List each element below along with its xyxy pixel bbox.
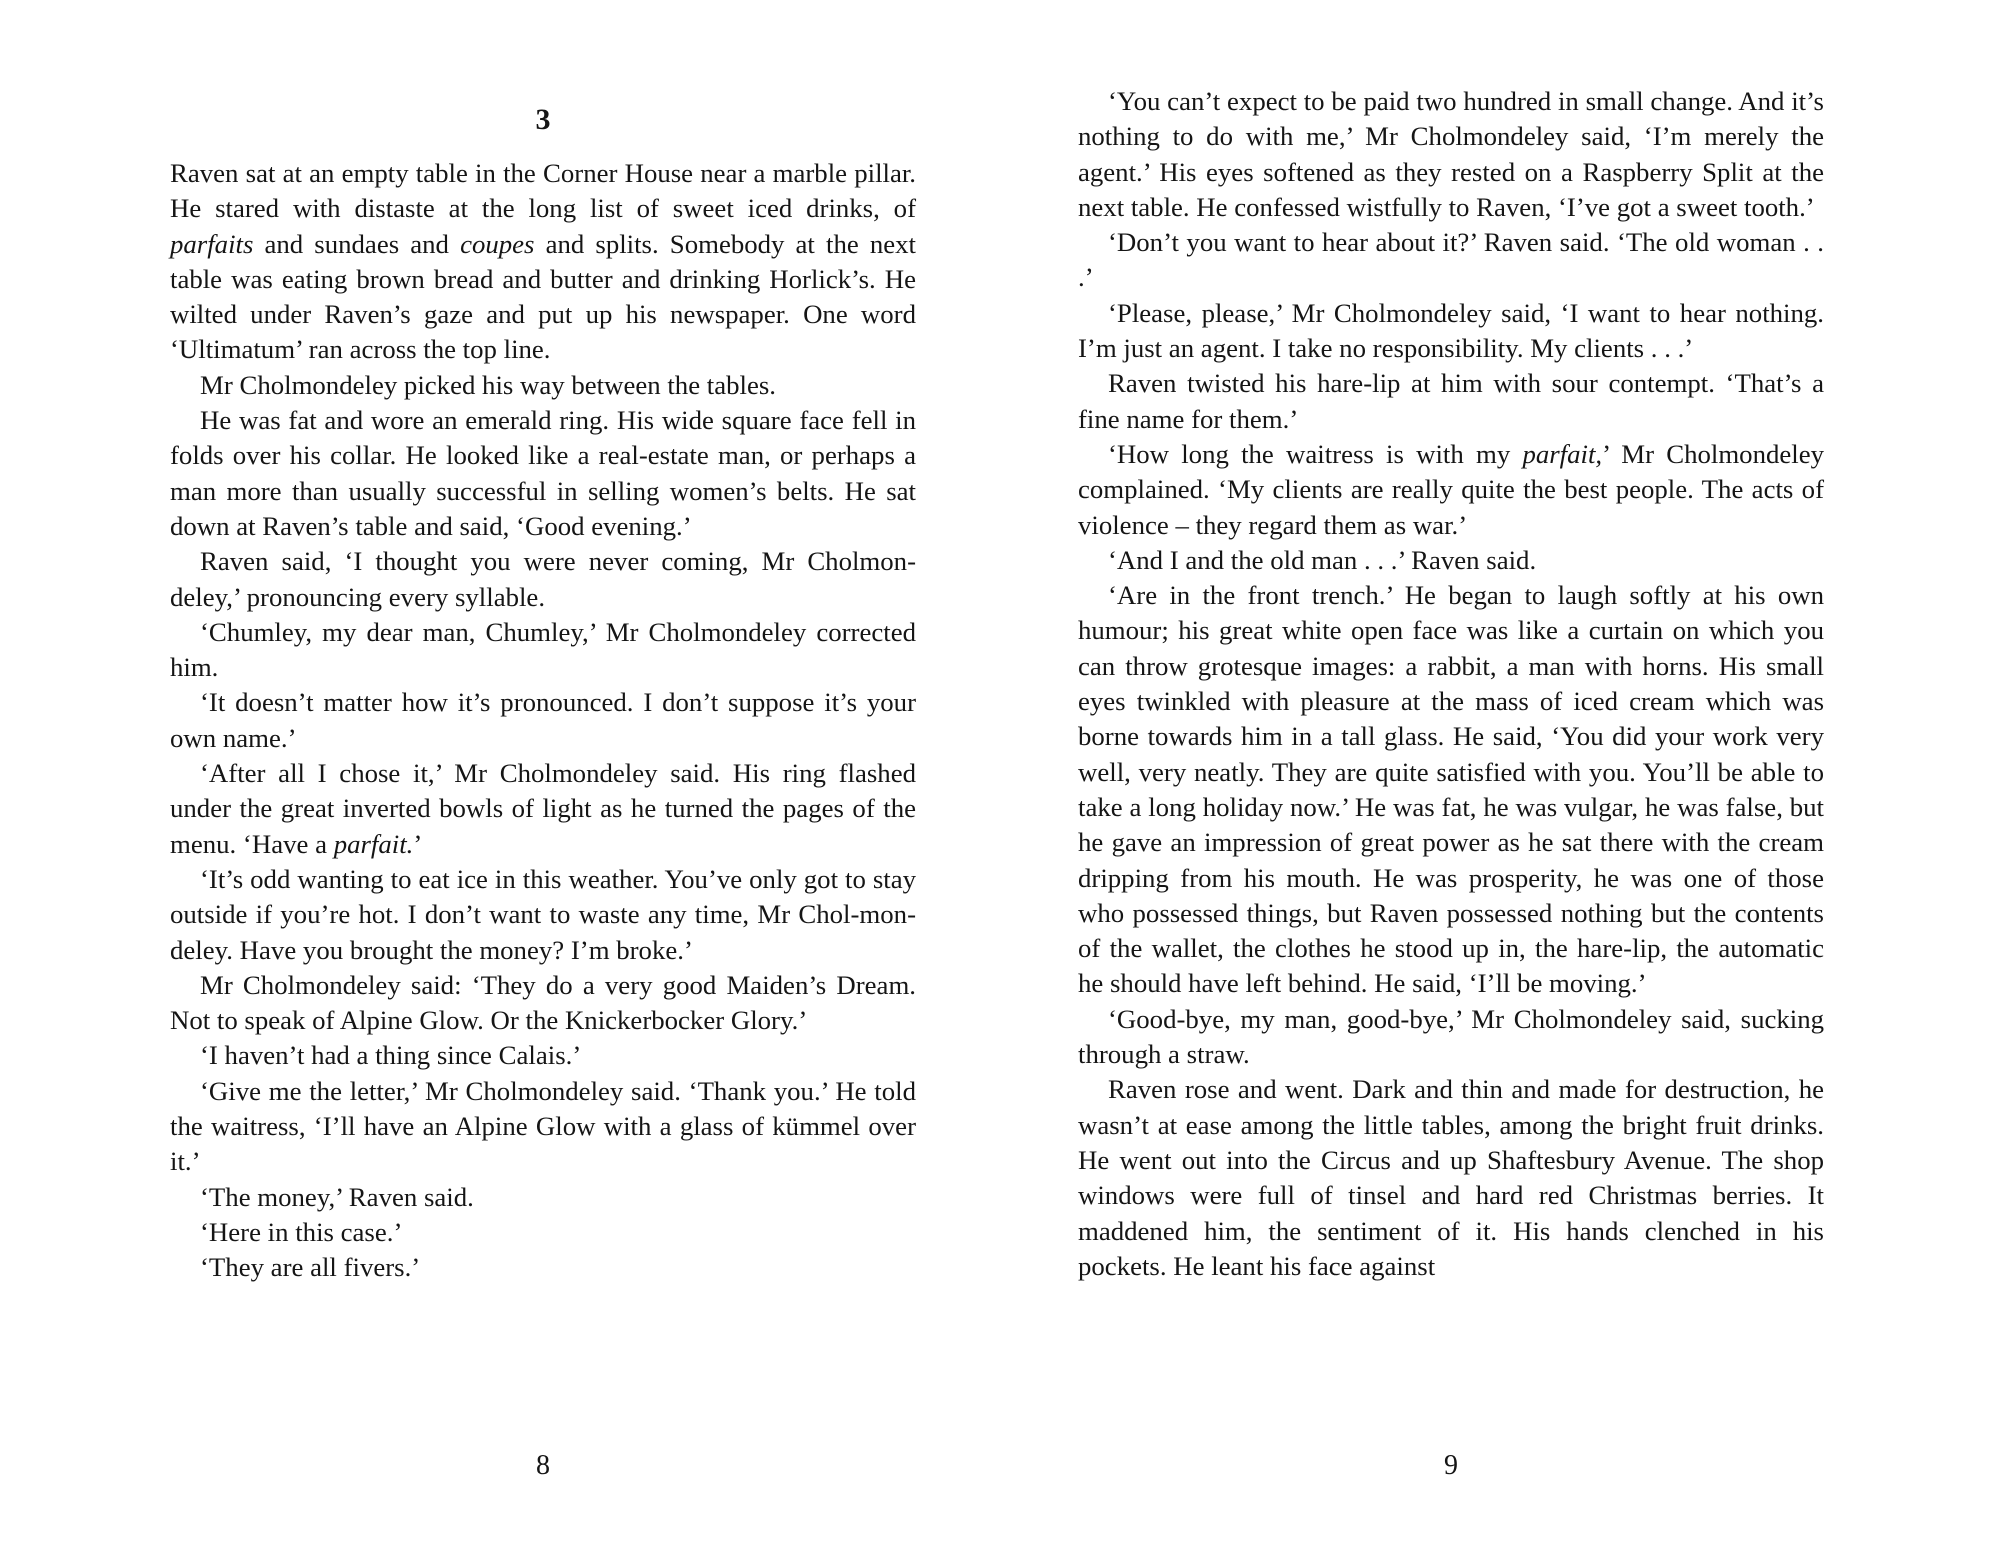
paragraph — [1078, 1002, 1824, 1073]
paragraph — [170, 862, 916, 968]
text-run: ‘Don’t you want to hear about it?’ Raven said. ‘The old woman . . .’ — [1078, 227, 1824, 293]
text-run: ‘You can’t expect to be paid two hundred in small change. And it’s nothing to do with me,’ Mr Cholmondeley said, ‘I’m merely the agent.’ His eyes softened as they rested on a Raspberry Split at the next table. He confessed wistfully to Raven, ‘I’ve got a sweet tooth.’ — [1078, 86, 1824, 222]
chapter-number: 3 — [535, 103, 551, 136]
text-run: Mr Cholmondeley picked his way between the tables. — [200, 369, 776, 400]
paragraph — [170, 756, 916, 862]
paragraph — [1078, 1072, 1824, 1284]
text-run: Raven rose and went. Dark and thin and made for destruction, he wasn’t at ease among the little tables, among the bright fruit drinks. He went out into the Circus and up Shaftesbury Avenue. The shop windows were full of tinsel and hard red Christmas berries. It maddened him, the sentiment of it. His hands clenched in his pockets. He leant his face against — [1078, 1074, 1824, 1281]
paragraph — [1078, 225, 1824, 296]
paragraph — [170, 1250, 916, 1285]
paragraph — [170, 544, 916, 615]
paragraph — [1078, 296, 1824, 367]
left-page-body — [170, 156, 916, 1286]
text-run: ‘After all I chose it,’ Mr Cholmondeley said. His ring flashed under the great inverted bowls of light as he turned the pages of the menu. ‘Have a — [170, 758, 916, 859]
text-run: ‘Good-bye, my man, good-bye,’ Mr Cholmondeley said, sucking through a straw. — [1078, 1003, 1824, 1070]
text-run: ‘The money,’ Raven said. — [200, 1181, 474, 1212]
text-run: Raven sat at an empty table in the Corner House near a marble pillar. He stared with distaste at the long list of sweet iced drinks, of — [170, 158, 916, 224]
text-run: ‘It’s odd wanting to eat ice in this weather. You’ve only got to stay outside if you’re hot. I don’t want to waste any time, Mr Chol-mon-deley. Have you brought the money? I’m broke.’ — [170, 863, 916, 965]
text-run: ‘And I and the old man . . .’ Raven said. — [1108, 544, 1537, 575]
paragraph — [1078, 578, 1824, 1002]
paragraph — [1078, 437, 1824, 543]
paragraph — [1078, 366, 1824, 437]
page-number-right: 9 — [1444, 1450, 1458, 1481]
paragraph — [170, 615, 916, 686]
text-run: ‘Here in this case.’ — [200, 1216, 403, 1247]
text-run: ‘They are all fivers.’ — [200, 1252, 421, 1283]
paragraph — [170, 403, 916, 544]
text-run: Raven twisted his hare-lip at him with sour contempt. ‘That’s a fine name for them.’ — [1078, 368, 1824, 434]
italic-run: coupes — [460, 228, 535, 259]
paragraph — [1078, 84, 1824, 225]
text-run: ’ Mr Cholmondeley complained. ‘My clients are really quite the best people. The acts of violence – they regard them as war.’ — [1078, 438, 1824, 540]
text-run: ’ — [413, 828, 423, 859]
page-number-left: 8 — [536, 1450, 550, 1481]
text-run: ‘Please, please,’ Mr Cholmondeley said, ‘I want to hear nothing. I’m just an agent. I take no responsibility. My clients . . .’ — [1078, 297, 1824, 364]
italic-run: parfait, — [1522, 438, 1603, 469]
text-run: He was fat and wore an emerald ring. His wide square face fell in folds over his collar. He looked like a real-estate man, or perhaps a man more than usually successful in selling women’s belts. He sat down at Raven’s table and said, ‘Good evening.’ — [170, 405, 916, 541]
paragraph — [170, 685, 916, 756]
paragraph — [170, 156, 916, 368]
text-run: ‘Chumley, my dear man, Chumley,’ Mr Cholmondeley corrected him. — [170, 616, 916, 683]
text-run: ‘It doesn’t matter how it’s pronounced. I don’t suppose it’s your own name.’ — [170, 687, 916, 753]
paragraph — [1078, 543, 1824, 578]
text-run: ‘Are in the front trench.’ He began to laugh softly at his own humour; his great white open face was like a curtain on which you can throw grotesque images: a rabbit, a man with horns. His small eyes twinkled with pleasure at the mass of iced cream which was borne towards him in a tall glass. He said, ‘You did your work very well, very neatly. They are quite satisfied with you. You’ll be able to take a long holiday now.’ He was fat, he was vulgar, he was false, but he gave an impression of great power as he sat there with the cream dripping from his mouth. He was prosperity, he was one of those who possessed things, but Raven possessed nothing but the contents of the wallet, the clothes he stood up in, the hare-lip, the automatic he should have left behind. He said, ‘I’ll be moving.’ — [1078, 580, 1824, 999]
paragraph — [170, 968, 916, 1039]
italic-run: parfaits — [170, 228, 254, 259]
text-run: ‘I haven’t had a thing since Calais.’ — [200, 1040, 582, 1071]
text-run: and sundaes and — [253, 228, 461, 259]
paragraph — [170, 1180, 916, 1215]
right-page-body — [1078, 84, 1824, 1284]
text-run: and splits. Somebody at the next table was eating brown bread and butter and drinking Horlick’s. He wilted under Raven’s gaze and put up his newspaper. One word ‘Ultimatum’ ran across the top line. — [170, 228, 916, 365]
right-page — [1078, 0, 1824, 1568]
paragraph — [170, 1215, 916, 1250]
left-page — [170, 0, 916, 1568]
text-run: ‘How long the waitress is with my — [1108, 438, 1523, 469]
text-run: Mr Cholmondeley said: ‘They do a very good Maiden’s Dream. Not to speak of Alpine Glow. Or the Knickerbocker Glory.’ — [170, 969, 916, 1036]
text-run: ‘Give me the letter,’ Mr Cholmondeley said. ‘Thank you.’ He told the waitress, ‘I’ll have an Alpine Glow with a glass of kümmel over it.’ — [170, 1075, 916, 1177]
paragraph — [170, 1038, 916, 1073]
paragraph — [170, 1074, 916, 1180]
italic-run: parfait. — [333, 828, 414, 859]
paragraph — [170, 368, 916, 403]
text-run: Raven said, ‘I thought you were never coming, Mr Cholmon-deley,’ pronouncing every syllable. — [170, 546, 916, 612]
